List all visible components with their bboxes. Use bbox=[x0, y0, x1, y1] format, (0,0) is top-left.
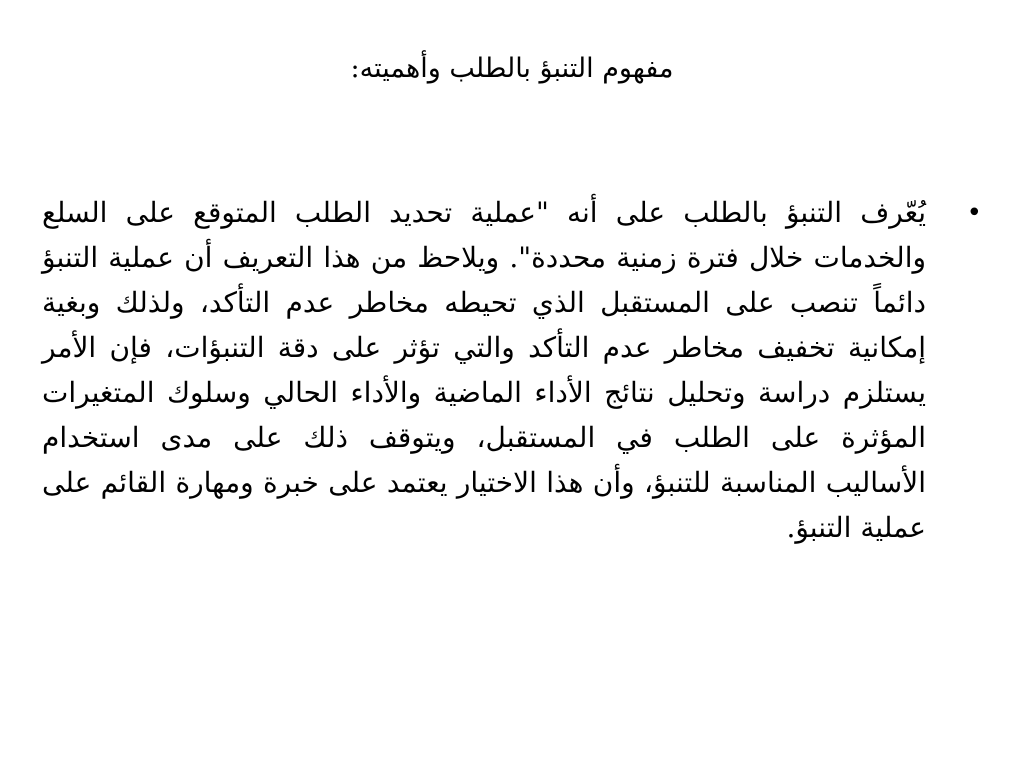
bullet-point: • bbox=[966, 198, 982, 228]
slide-content bbox=[42, 190, 982, 680]
bullet-paragraph: يُعّرف التنبؤ بالطلب على أنه "عملية تحديد الطلب المتوقع على السلع والخدمات خلال فترة زمنية محددة". ويلاحظ من هذا التعريف أن عملية التنبؤ دائماً تنصب على المستقبل الذي تحيطه مخاطر عدم التأكد، ولذلك وبغية إمكانية تخفيف مخاطر عدم التأكد والتي تؤثر على دقة التنبؤات، فإن الأمر يستلزم دراسة وتحليل نتائج الأداء الماضية والأداء الحالي وسلوك المتغيرات المؤثرة على الطلب في المستقبل، ويتوقف ذلك على مدى استخدام الأساليب المناسبة للتنبؤ، وأن هذا الاختيار يعتمد على خبرة ومهارة القائم على عملية التنبؤ. bbox=[42, 196, 927, 544]
slide-title: مفهوم التنبؤ بالطلب وأهميته: bbox=[350, 53, 674, 84]
